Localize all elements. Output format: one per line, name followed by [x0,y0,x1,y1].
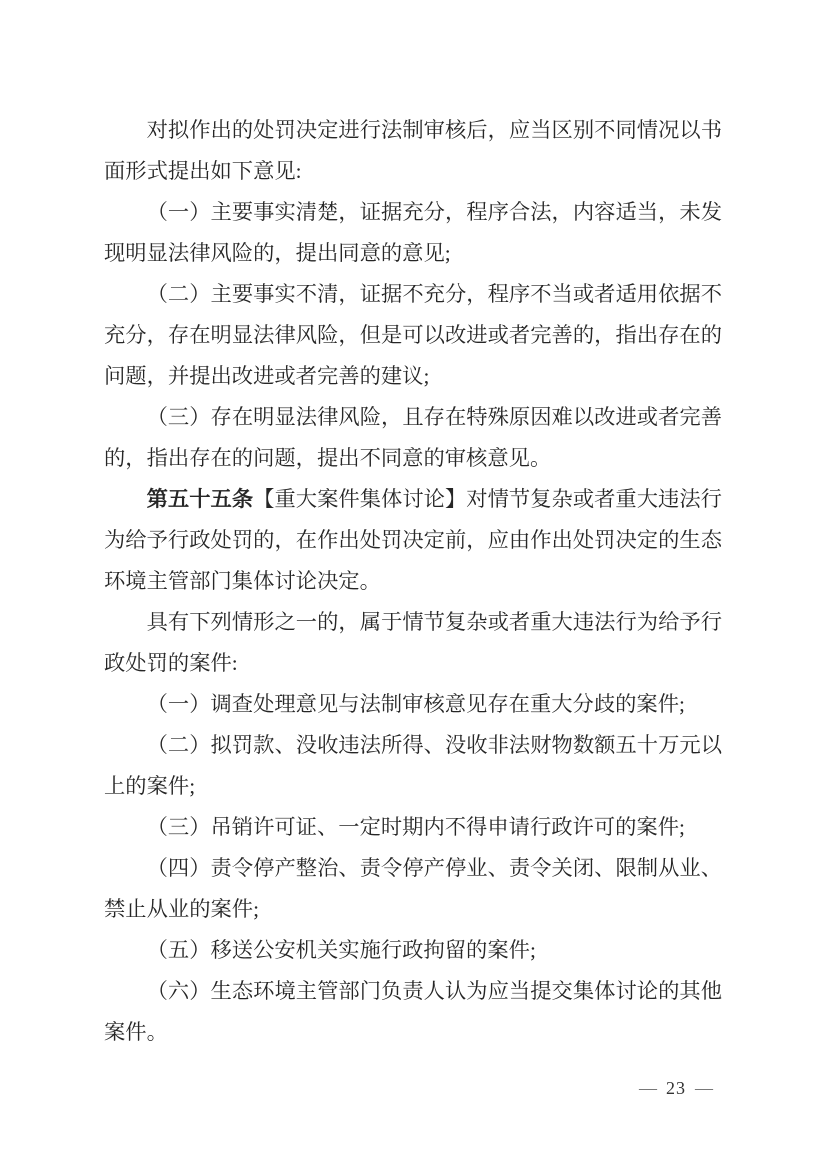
clause-review-opinion-2: （二）主要事实不清，证据不充分，程序不当或者适用依据不充分，存在明显法律风险，但是可以改进或者完善的，指出存在的问题，并提出改进或者完善的建议; [104,282,722,388]
article-number: 第五十五条 [146,487,254,511]
clause-review-opinion-1: （一）主要事实清楚，证据充分，程序合法，内容适当，未发现明显法律风险的，提出同意的意见; [104,200,722,265]
article-bracket-title: 【重大案件集体讨论】 [253,487,467,511]
article-55-paragraph [104,479,722,602]
page-footer [630,1076,722,1100]
para-legal-review-intro: 对拟作出的处罚决定进行法制审核后，应当区别不同情况以书面形式提出如下意见: [104,118,722,183]
clause-major-case-2: （二）拟罚款、没收违法所得、没收非法财物数额五十万元以上的案件; [104,733,722,798]
clause-review-opinion-3: （三）存在明显法律风险，且存在特殊原因难以改进或者完善的，指出存在的问题，提出不同意的审核意见。 [104,405,722,470]
para-major-case-criteria-intro: 具有下列情形之一的，属于情节复杂或者重大违法行为给予行政处罚的案件: [104,610,722,675]
clause-major-case-4: （四）责令停产整治、责令停产停业、责令关闭、限制从业、禁止从业的案件; [104,856,722,921]
clause-major-case-1: （一）调查处理意见与法制审核意见存在重大分歧的案件; [146,692,685,716]
footer-dash-left: — [639,1078,657,1098]
page-number: 23 [666,1078,686,1098]
clause-major-case-3: （三）吊销许可证、一定时期内不得申请行政许可的案件; [146,815,685,839]
footer-dash-right: — [695,1078,713,1098]
document-body [104,110,722,1053]
clause-major-case-5: （五）移送公安机关实施行政拘留的案件; [146,938,536,962]
article-body-text: 对情节复杂或者重大违法行为给予行政处罚的，在作出处罚决定前，应由作出处罚决定的生态环境主管部门集体讨论决定。 [104,487,722,593]
clause-major-case-6: （六）生态环境主管部门负责人认为应当提交集体讨论的其他案件。 [104,979,722,1044]
